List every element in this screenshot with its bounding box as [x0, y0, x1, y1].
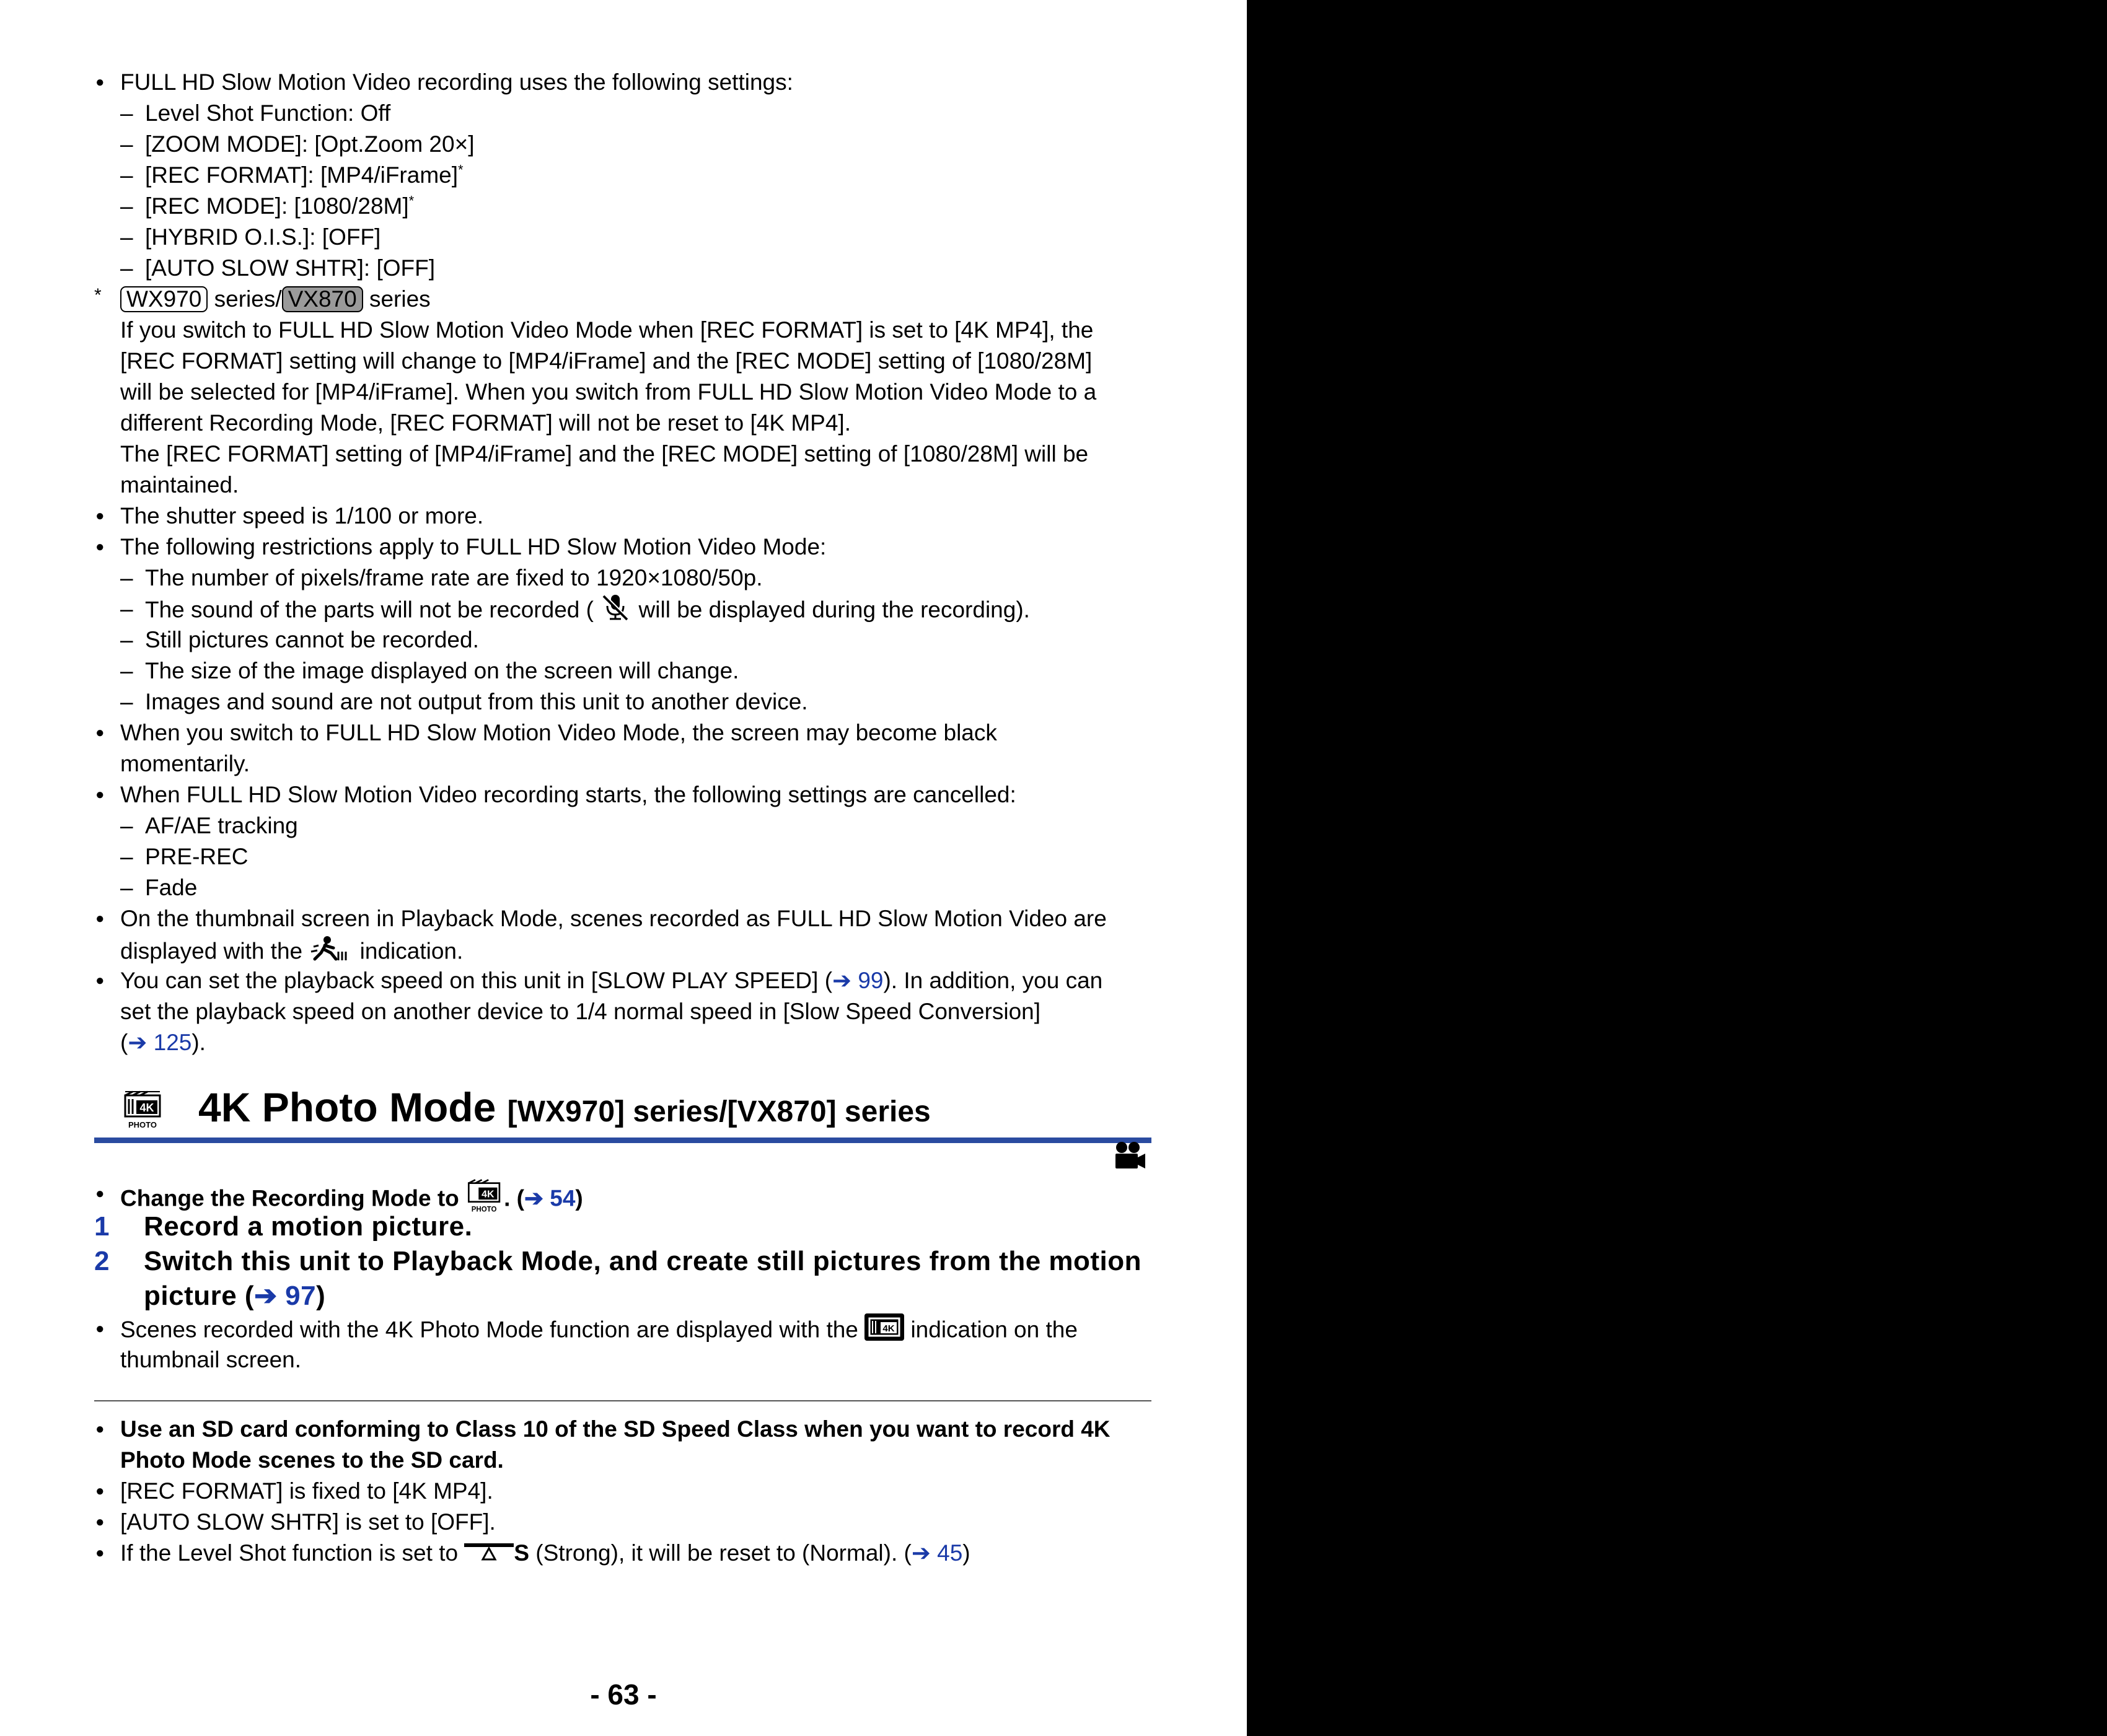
model-tag-vx870: VX870 — [282, 286, 363, 312]
paragraph-line: maintained. — [120, 472, 239, 498]
footnote-ref: * — [408, 193, 415, 209]
list-item: ● When FULL HD Slow Motion Video recording starts, the following settings are cancelled: — [94, 779, 1151, 810]
list-item: ● The following restrictions apply to FULL HD Slow Motion Video Mode: — [94, 532, 1151, 563]
paragraph-line: momentarily. — [120, 751, 250, 776]
list-item: ● Scenes recorded with the 4K Photo Mode function are displayed with the 4K indication on the — [94, 1313, 1151, 1344]
list-item: ● [AUTO SLOW SHTR] is set to [OFF]. — [94, 1507, 1151, 1538]
page-content — [94, 67, 1151, 1569]
list-item: ● When you switch to FULL HD Slow Motion Video Mode, the screen may become black — [94, 717, 1151, 748]
4k-photo-icon — [121, 1090, 165, 1134]
level-shot-icon — [464, 1539, 514, 1570]
paragraph-line: thumbnail screen. — [120, 1347, 302, 1372]
list-item: – Still pictures cannot be recorded. — [94, 625, 1151, 655]
paragraph-line: displayed with the indication. — [94, 934, 1151, 965]
list-item: – The size of the image displayed on the screen will change. — [94, 655, 1151, 686]
list-item: – [REC MODE]: [1080/28M]* — [94, 191, 1151, 222]
dark-margin — [1247, 0, 2107, 1736]
paragraph-line: different Recording Mode, [REC FORMAT] will not be reset to [4K MP4]. — [120, 410, 851, 436]
list-item: – The sound of the parts will not be recorded ( will be displayed during the recording). — [94, 594, 1151, 625]
page-number: - 63 - — [590, 1678, 657, 1711]
step-number: 2 — [94, 1246, 110, 1276]
footnote-ref: * — [458, 162, 464, 178]
list-item: ● Use an SD card conforming to Class 10 of the SD Speed Class when you want to record 4K — [94, 1414, 1151, 1445]
page-ref-link[interactable]: ➔ 45 — [911, 1540, 963, 1566]
list-item: ● The shutter speed is 1/100 or more. — [94, 501, 1151, 532]
divider — [94, 1400, 1151, 1401]
page-ref-link[interactable]: ➔ 125 — [128, 1030, 192, 1055]
paragraph-line: [REC FORMAT] setting will change to [MP4/iFrame] and the [REC MODE] setting of [1080/28M] — [120, 348, 1093, 374]
step-2-cont: picture (➔ 97) — [144, 1281, 326, 1311]
svg-text:PHOTO: PHOTO — [128, 1120, 157, 1129]
level-strong-label: S — [514, 1540, 530, 1566]
list-item: – Images and sound are not output from this unit to another device. — [94, 686, 1151, 717]
model-tag-wx970: WX970 — [120, 286, 208, 312]
svg-text:4K: 4K — [139, 1102, 154, 1114]
list-item: – AF/AE tracking — [94, 810, 1151, 841]
mode-indicator-row — [94, 1141, 1151, 1178]
page-ref-link[interactable]: ➔ 54 — [524, 1185, 576, 1211]
list-item: ● FULL HD Slow Motion Video recording uses the following settings: — [94, 67, 1151, 98]
list-item: – [REC FORMAT]: [MP4/iFrame]* — [94, 160, 1151, 191]
list-item: – PRE-REC — [94, 841, 1151, 872]
movie-camera-icon — [1113, 1141, 1145, 1175]
paragraph-line: (➔ 125). — [120, 1030, 206, 1055]
list-item: – The number of pixels/frame rate are fixed to 1920×1080/50p. — [94, 563, 1151, 594]
paragraph-line: Photo Mode scenes to the SD card. — [120, 1447, 504, 1473]
list-item: ● You can set the playback speed on this unit in [SLOW PLAY SPEED] (➔ 99). In addition, you can — [94, 965, 1151, 996]
page-ref-link[interactable]: ➔ 97 — [254, 1281, 317, 1311]
4k-photo-scene-icon — [864, 1313, 904, 1349]
svg-text:4K: 4K — [482, 1189, 495, 1200]
list-item: – [HYBRID O.I.S.]: [OFF] — [94, 222, 1151, 253]
footnote: * WX970 series/ VX870 series — [94, 284, 1151, 315]
paragraph-line: If you switch to FULL HD Slow Motion Video Mode when [REC FORMAT] is set to [4K MP4], the — [120, 317, 1094, 343]
paragraph-line: set the playback speed on another device to 1/4 normal speed in [Slow Speed Conversion] — [120, 999, 1041, 1024]
section-subtitle: [WX970] series/[VX870] series — [507, 1095, 931, 1128]
section-title: 4K Photo Mode [WX970] series/[VX870] series — [198, 1084, 931, 1130]
step-number: 1 — [94, 1211, 110, 1242]
svg-text:PHOTO: PHOTO — [471, 1206, 497, 1213]
step-2: 2 Switch this unit to Playback Mode, and create still pictures from the motion — [94, 1244, 1151, 1279]
svg-text:4K: 4K — [882, 1323, 895, 1334]
list-item: – [ZOOM MODE]: [Opt.Zoom 20×] — [94, 129, 1151, 160]
list-item: – [AUTO SLOW SHTR]: [OFF] — [94, 253, 1151, 284]
list-item: ● [REC FORMAT] is fixed to [4K MP4]. — [94, 1476, 1151, 1507]
list-item: ● If the Level Shot function is set to S (Strong), it will be reset to (Normal). (➔ 45) — [94, 1538, 1151, 1569]
paragraph-line: will be selected for [MP4/iFrame]. When you switch from FULL HD Slow Motion Video Mode to a — [120, 379, 1097, 405]
section-header — [94, 1067, 1151, 1141]
list-item: ● On the thumbnail screen in Playback Mode, scenes recorded as FULL HD Slow Motion Video are — [94, 903, 1151, 934]
mic-mute-icon — [600, 594, 632, 629]
paragraph-line: The [REC FORMAT] setting of [MP4/iFrame] and the [REC MODE] setting of [1080/28M] will be — [120, 441, 1089, 467]
step-1: 1 Record a motion picture. — [94, 1209, 1151, 1244]
list-item: – Fade — [94, 872, 1151, 903]
footnote-mark: * — [94, 285, 102, 305]
list-item: ● Change the Recording Mode to 4K PHOTO . (➔ 54) — [94, 1178, 1151, 1209]
page-ref-link[interactable]: ➔ 99 — [832, 968, 884, 993]
list-item: – Level Shot Function: Off — [94, 98, 1151, 129]
